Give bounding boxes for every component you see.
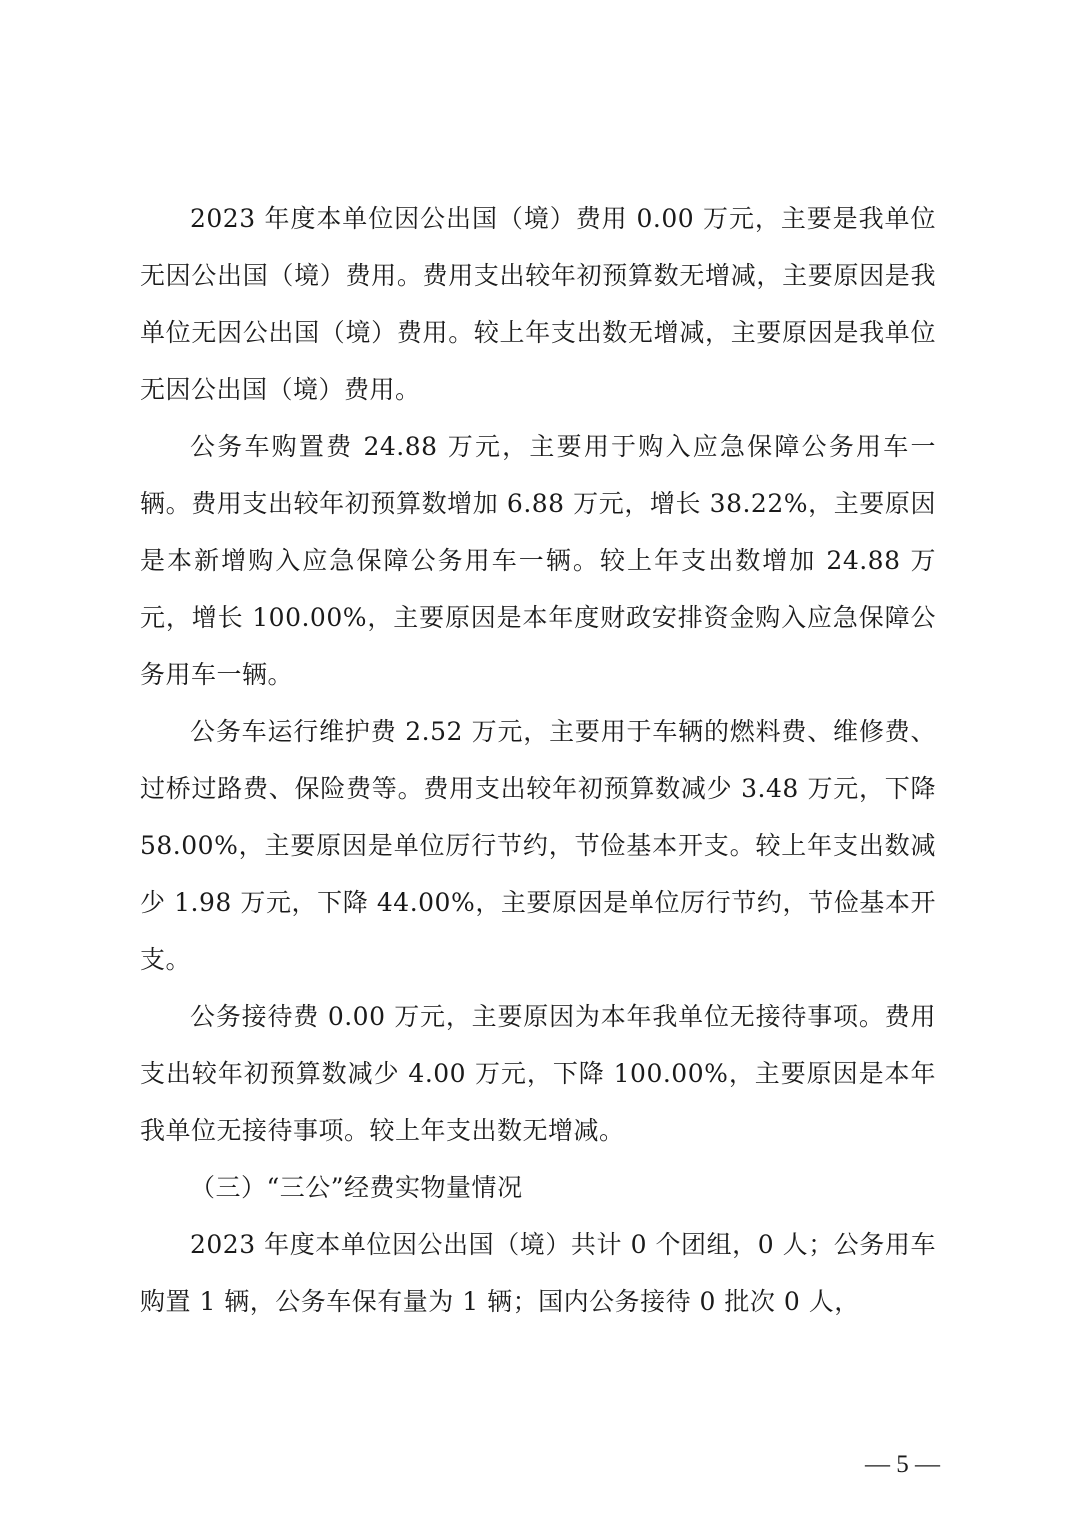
paragraph-overseas-travel: 2023 年度本单位因公出国（境）费用 0.00 万元，主要是我单位无因公出国（境）费用。费用支出较年初预算数无增减，主要原因是我单位无因公出国（境）费用。较上年支出数无增减，主要原因是我单位无因公出国（境）费用。 — [140, 204, 936, 404]
section-heading: （三）“三公”经费实物量情况 — [190, 1173, 523, 1202]
paragraph-reception: 公务接待费 0.00 万元，主要原因为本年我单位无接待事项。费用支出较年初预算数减少 4.00 万元，下降 100.00%，主要原因是本年我单位无接待事项。较上年支出数无增减。 — [140, 1002, 936, 1145]
document-body — [140, 190, 936, 1330]
paragraph-physical-quantities: 2023 年度本单位因公出国（境）共计 0 个团组，0 人；公务用车购置 1 辆，公务车保有量为 1 辆；国内公务接待 0 批次 0 人， — [140, 1230, 936, 1316]
paragraph-vehicle-purchase: 公务车购置费 24.88 万元，主要用于购入应急保障公务用车一辆。费用支出较年初预算数增加 6.88 万元，增长 38.22%，主要原因是本新增购入应急保障公务用车一辆。较上年支出数增加 24.88 万元，增长 100.00%，主要原因是本年度财政安排资金购入应急保障公务用车一辆。 — [140, 432, 936, 689]
page-number: — 5 — — [865, 1451, 940, 1478]
paragraph-vehicle-maintenance: 公务车运行维护费 2.52 万元，主要用于车辆的燃料费、维修费、过桥过路费、保险费等。费用支出较年初预算数减少 3.48 万元，下降 58.00%，主要原因是单位厉行节约，节俭基本开支。较上年支出数减少 1.98 万元，下降 44.00%，主要原因是单位厉行节约，节俭基本开支。 — [140, 717, 936, 974]
